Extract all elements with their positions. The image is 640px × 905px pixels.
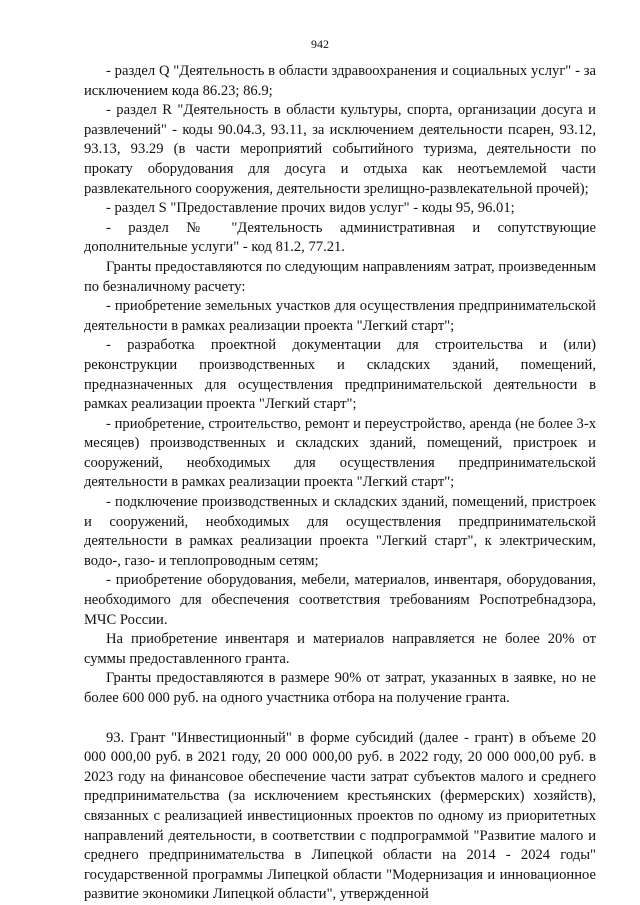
paragraph: Гранты предоставляются в размере 90% от затрат, указанных в заявке, но не более 600 000 руб. на одного участника отбора на получение гранта. <box>84 670 596 706</box>
paragraph: На приобретение инвентаря и материалов направляется не более 20% от суммы предоставленного гранта. <box>84 631 596 667</box>
section-paragraph: 93. Грант "Инвестиционный" в форме субсидий (далее - грант) в объеме 20 000 000,00 руб. в 2021 году, 20 000 000,00 руб. в 2022 году, 20 000 000,00 руб. в 2023 году на финансовое обеспечение части затрат субъектов малого и среднего предпринимательства (за исключением крестьянских (фермерских) хозяйств), связанных с реализацией инвестиционных проектов по одному из приоритетных направлений деятельности, в соответствии с подпрограммой "Развитие малого и среднего предпринимательства в Липецкой области на 2014 - 2024 годы" государственной программы Липецкой области "Модернизация и инновационное развитие экономики Липецкой области", утвержденной <box>84 729 596 903</box>
paragraph: - приобретение оборудования, мебели, материалов, инвентаря, оборудования, необходимого для обеспечения соответствия требованиям Роспотребнадзора, МЧС России. <box>84 572 596 628</box>
paragraph: - приобретение, строительство, ремонт и переустройство, аренда (не более 3-х месяцев) производственных и складских зданий, помещений, пристроек и сооружений, необходимых для осуществления предпринимательской деятельности в рамках реализации проекта "Легкий старт"; <box>84 415 596 491</box>
paragraph: - подключение производственных и складских зданий, помещений, пристроек и сооружений, необходимых для осуществления предпринимательской деятельности в рамках реализации проекта "Легкий старт", к электрическим, водо-, газо- и теплопроводным сетям; <box>84 494 596 569</box>
paragraph: - разработка проектной документации для строительства и (или) реконструкции производственных и складских зданий, помещений, предназначенных для осуществления предпринимательской деятельности в рамках реализации проекта "Легкий старт"; <box>84 337 596 413</box>
paragraph: Гранты предоставляются по следующим направлениям затрат, произведенным по безналичному расчету: <box>84 258 596 295</box>
paragraph: - раздел R "Деятельность в области культуры, спорта, организации досуга и развлечений" - коды 90.04.3, 93.11, за исключением деятельности псарен, 93.12, 93.13, 93.29 (в части мероприятий событийного туризма, деятельности по прокату оборудования для досуга и отдыха как неотъемлемой части развлекательного сооружения, деятельности зрелищно-развлекательной прочей); <box>84 102 596 197</box>
paragraph: - раздел № "Деятельность административная и сопутствующие дополнительные услуги" - код 81.2, 77.21. <box>84 219 596 256</box>
paragraph: - приобретение земельных участков для осуществления предпринимательской деятельности в рамках реализации проекта "Легкий старт"; <box>84 298 596 334</box>
paragraph: - раздел S "Предоставление прочих видов услуг" - коды 95, 96.01; <box>106 200 515 217</box>
page-number: 942 <box>311 37 329 51</box>
document-body <box>84 62 596 905</box>
paragraph: - раздел Q "Деятельность в области здравоохранения и социальных услуг" - за исключением кода 86.23; 86.9; <box>84 63 596 99</box>
